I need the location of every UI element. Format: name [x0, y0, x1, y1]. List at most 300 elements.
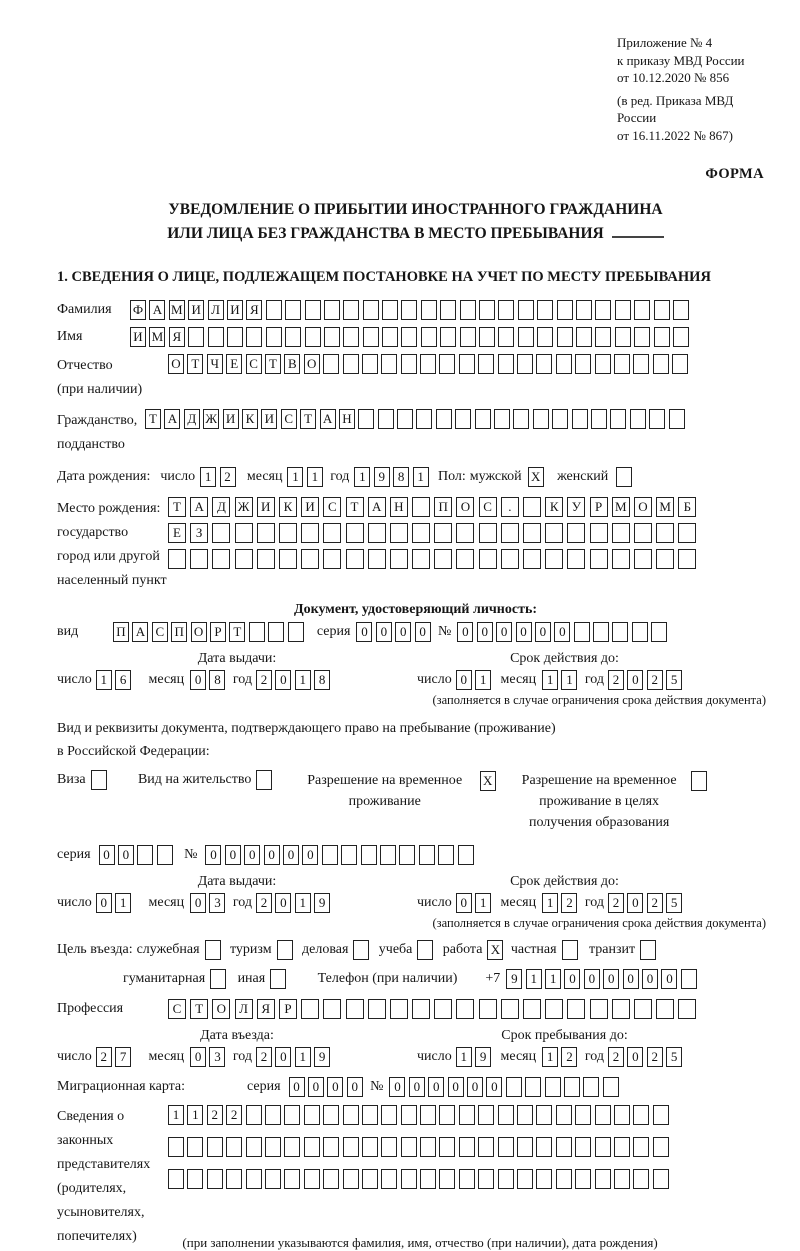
form-cell: 0	[486, 1077, 502, 1097]
purpose-tourism: туризм	[230, 940, 296, 960]
form-cell: Д	[184, 409, 200, 429]
id-valid-year	[608, 670, 686, 690]
residence-doc-intro	[57, 717, 774, 763]
year-label: год	[330, 469, 350, 485]
form-cell	[518, 327, 534, 347]
gender-label: Пол:	[437, 469, 466, 485]
form-cell: И	[301, 497, 319, 517]
form-cell	[137, 845, 153, 865]
purpose-study: учеба	[379, 940, 437, 960]
id-number-label: №	[438, 624, 452, 640]
entry-dates-row	[57, 1047, 774, 1067]
form-cell	[576, 327, 592, 347]
day-label: число	[57, 1048, 92, 1064]
gender-male-label: мужской	[469, 469, 522, 485]
form-cell	[518, 300, 534, 320]
option-visa	[57, 770, 110, 790]
form-cell	[498, 300, 514, 320]
form-cell: 0	[627, 670, 643, 690]
form-cell	[615, 327, 631, 347]
form-cell	[322, 845, 338, 865]
form-cell	[633, 354, 649, 374]
form-cell: 2	[647, 1047, 663, 1067]
form-cell	[517, 1105, 533, 1125]
form-cell	[401, 327, 417, 347]
entry-year	[256, 1047, 334, 1067]
form-cell: О	[191, 622, 207, 642]
form-cell	[498, 354, 514, 374]
form-cell: 0	[409, 1077, 425, 1097]
form-title	[57, 198, 774, 246]
form-cell: 0	[327, 1077, 343, 1097]
profession-label: Профессия	[57, 1000, 124, 1016]
form-cell: 0	[275, 893, 291, 913]
form-cell	[633, 1105, 649, 1125]
form-cell: К	[242, 409, 258, 429]
representatives-label-line6: попечителях)	[57, 1228, 137, 1244]
form-cell	[279, 523, 297, 543]
appendix-line: к приказу МВД России	[617, 52, 745, 68]
form-cell	[285, 327, 301, 347]
form-cell	[614, 1137, 630, 1157]
migration-card-label: Миграционная карта:	[57, 1078, 186, 1094]
form-cell	[412, 549, 430, 569]
form-cell	[419, 845, 435, 865]
form-cell: 1	[545, 969, 561, 989]
entry-day	[96, 1047, 135, 1067]
purpose-study-checkbox	[417, 940, 436, 960]
representatives-label	[57, 1105, 168, 1249]
form-cell	[265, 1105, 281, 1125]
form-cell: 0	[516, 622, 532, 642]
form-cell	[266, 300, 282, 320]
form-cell: 1	[475, 670, 491, 690]
form-cell: 2	[256, 893, 272, 913]
id-issue-month	[190, 670, 229, 690]
stay-until-title: Срок пребывания до:	[501, 1027, 628, 1043]
form-cell	[656, 999, 674, 1019]
form-cell	[595, 300, 611, 320]
stay-month	[542, 1047, 581, 1067]
form-cell: 1	[96, 670, 112, 690]
form-cell: Ф	[130, 300, 146, 320]
form-cell	[595, 354, 611, 374]
form-cell: П	[113, 622, 129, 642]
form-cell: А	[149, 300, 165, 320]
form-cell	[545, 523, 563, 543]
form-cell: 0	[275, 670, 291, 690]
form-cell	[382, 327, 398, 347]
form-cell: С	[323, 497, 341, 517]
form-cell	[420, 1169, 436, 1189]
form-cell: 1	[307, 467, 323, 487]
form-cell	[475, 409, 491, 429]
form-cell	[533, 409, 549, 429]
form-cell	[417, 940, 433, 960]
purpose-work: работа X	[443, 940, 507, 960]
form-cell	[420, 1105, 436, 1125]
form-title-line2-wrap	[57, 222, 774, 246]
purpose-official-checkbox	[205, 940, 224, 960]
form-cell	[368, 999, 386, 1019]
form-cell: 1	[200, 467, 216, 487]
form-cell	[212, 523, 230, 543]
form-cell	[567, 999, 585, 1019]
form-cell	[525, 1077, 541, 1097]
form-cell	[207, 1137, 223, 1157]
form-cell: 0	[661, 969, 677, 989]
form-cell: 0	[603, 969, 619, 989]
surname-label: Фамилия	[57, 302, 112, 318]
form-cell	[343, 354, 359, 374]
form-cell: 0	[225, 845, 241, 865]
form-cell	[246, 1169, 262, 1189]
form-cell: О	[212, 999, 230, 1019]
form-cell: В	[284, 354, 300, 374]
birth-year-cells	[354, 467, 432, 487]
form-cell	[285, 300, 301, 320]
form-cell	[557, 300, 573, 320]
form-cell	[517, 1137, 533, 1157]
entry-date-title: Дата въезда:	[200, 1027, 274, 1043]
form-cell: У	[567, 497, 585, 517]
field-id-document	[57, 622, 774, 642]
form-cell	[501, 549, 519, 569]
form-cell	[362, 1169, 378, 1189]
birth-place-row3	[168, 549, 701, 569]
patronymic-label-line2: (при наличии)	[57, 382, 143, 398]
id-valid-title: Срок действия до:	[510, 651, 619, 667]
form-cell	[456, 549, 474, 569]
form-cell: А	[368, 497, 386, 517]
residence-issue-title: Дата выдачи:	[197, 873, 277, 889]
form-cell	[575, 1105, 591, 1125]
form-cell	[188, 327, 204, 347]
form-cell	[305, 300, 321, 320]
form-cell: 2	[647, 893, 663, 913]
field-profession	[57, 999, 774, 1019]
form-cell	[304, 1105, 320, 1125]
form-cell	[301, 549, 319, 569]
day-label: число	[417, 894, 452, 910]
form-cell	[362, 1105, 378, 1125]
form-cell	[362, 1137, 378, 1157]
phone-cells	[506, 969, 700, 989]
form-cell	[304, 1169, 320, 1189]
form-cell	[478, 1137, 494, 1157]
form-cell	[265, 1169, 281, 1189]
purpose-other-checkbox	[270, 969, 289, 989]
field-name	[57, 327, 774, 347]
field-migration-card	[57, 1077, 774, 1097]
month-label: месяц	[500, 672, 537, 688]
form-cell	[380, 845, 396, 865]
form-cell	[246, 1105, 262, 1125]
form-cell: С	[479, 497, 497, 517]
purpose-business: деловая	[302, 940, 373, 960]
phone-prefix: +7	[485, 970, 501, 986]
form-cell	[651, 622, 667, 642]
form-cell: А	[320, 409, 336, 429]
form-cell: 1	[295, 1047, 311, 1067]
year-label: год	[584, 672, 604, 688]
form-cell: Я	[169, 327, 185, 347]
form-cell	[479, 999, 497, 1019]
id-valid-day	[456, 670, 495, 690]
form-cell: 0	[356, 622, 372, 642]
form-cell: 5	[666, 893, 682, 913]
form-cell: X	[487, 940, 503, 960]
residence-permit-label: Вид на жительство	[137, 771, 252, 787]
form-cell: 1	[456, 1047, 472, 1067]
form-cell: Т	[190, 999, 208, 1019]
form-cell	[681, 969, 697, 989]
birth-date-label: Дата рождения:	[57, 469, 151, 485]
residence-dates-headers	[57, 874, 774, 890]
form-cell	[595, 1137, 611, 1157]
form-cell: М	[612, 497, 630, 517]
form-cell	[556, 1169, 572, 1189]
form-cell	[630, 409, 646, 429]
appendix-line: от 10.12.2020 № 856	[617, 70, 730, 86]
form-cell	[501, 523, 519, 543]
birth-place-row2	[168, 523, 701, 543]
form-cell	[341, 845, 357, 865]
form-cell: И	[130, 327, 146, 347]
form-cell	[612, 622, 628, 642]
residence-valid-month	[542, 893, 581, 913]
form-cell	[576, 300, 592, 320]
form-cell	[673, 300, 689, 320]
temp-education-checkbox	[691, 771, 710, 791]
id-validity-note: (заполняется в случае ограничения срока действия документа)	[432, 693, 766, 708]
form-cell: 0	[477, 622, 493, 642]
form-cell: Ж	[203, 409, 219, 429]
form-cell: 0	[190, 1047, 206, 1067]
residence-doc-intro-line2: в Российской Федерации:	[57, 744, 210, 760]
purpose-humanitarian-checkbox	[210, 969, 229, 989]
form-cell	[343, 1105, 359, 1125]
form-cell	[649, 409, 665, 429]
form-cell	[401, 1105, 417, 1125]
patronymic-cells	[168, 354, 692, 374]
residence-number-cells	[205, 845, 476, 865]
residence-issue-year	[256, 893, 334, 913]
form-cell	[268, 622, 284, 642]
form-cell: 8	[209, 670, 225, 690]
purpose-transit: транзит	[589, 940, 660, 960]
name-cells	[130, 327, 692, 347]
form-cell	[567, 523, 585, 543]
stay-year	[608, 1047, 686, 1067]
form-cell: 0	[264, 845, 280, 865]
form-cell	[556, 354, 572, 374]
section1-heading: 1. СВЕДЕНИЯ О ЛИЦЕ, ПОДЛЕЖАЩЕМ ПОСТАНОВКЕ НА УЧЕТ ПО МЕСТУ ПРЕБЫВАНИЯ	[57, 269, 711, 286]
form-cell	[460, 327, 476, 347]
form-cell: 9	[314, 893, 330, 913]
form-cell	[226, 1137, 242, 1157]
form-cell: 2	[647, 670, 663, 690]
form-cell	[390, 523, 408, 543]
form-cell	[653, 1169, 669, 1189]
appendix-line: Приложение № 4	[617, 35, 713, 50]
residence-series-cells	[99, 845, 177, 865]
form-cell: X	[480, 771, 496, 791]
form-cell	[210, 969, 226, 989]
form-cell	[399, 845, 415, 865]
month-label: месяц	[500, 1048, 537, 1064]
form-cell	[506, 1077, 522, 1097]
form-cell	[610, 409, 626, 429]
form-cell	[249, 622, 265, 642]
form-cell	[277, 940, 293, 960]
id-series-label: серия	[316, 624, 351, 640]
form-label: ФОРМА	[705, 166, 764, 183]
form-cell	[401, 1169, 417, 1189]
form-cell: 0	[289, 1077, 305, 1097]
form-cell	[459, 1137, 475, 1157]
form-cell	[517, 1169, 533, 1189]
form-cell: А	[132, 622, 148, 642]
form-cell: 1	[295, 893, 311, 913]
form-cell	[634, 523, 652, 543]
form-cell	[265, 1137, 281, 1157]
form-cell	[478, 1169, 494, 1189]
migration-number-label: №	[370, 1078, 384, 1094]
form-cell: 9	[314, 1047, 330, 1067]
entry-month	[190, 1047, 229, 1067]
form-cell: 0	[564, 969, 580, 989]
form-cell	[323, 354, 339, 374]
form-cell	[226, 1169, 242, 1189]
form-cell	[634, 999, 652, 1019]
form-cell	[562, 940, 578, 960]
migration-number-cells	[389, 1077, 622, 1097]
form-cell	[168, 549, 186, 569]
month-label: месяц	[148, 894, 185, 910]
form-cell: 0	[376, 622, 392, 642]
form-cell	[545, 1077, 561, 1097]
form-cell	[691, 771, 707, 791]
form-cell	[583, 1077, 599, 1097]
form-cell	[343, 300, 359, 320]
form-cell	[537, 327, 553, 347]
form-cell	[593, 622, 609, 642]
form-cell: 1	[542, 670, 558, 690]
purpose-work-checkbox	[487, 940, 506, 960]
form-cell	[575, 1169, 591, 1189]
form-cell	[634, 300, 650, 320]
temp-education-label: Разрешение на временное проживание в целях получения образования	[521, 772, 677, 830]
form-cell	[390, 549, 408, 569]
form-cell: 1	[542, 893, 558, 913]
form-cell	[498, 1105, 514, 1125]
form-cell: 0	[627, 893, 643, 913]
form-cell	[633, 1169, 649, 1189]
form-cell: 0	[283, 845, 299, 865]
form-cell: И	[257, 497, 275, 517]
citizenship-cells	[145, 409, 688, 429]
form-cell	[479, 300, 495, 320]
gender-female-label: женский	[557, 469, 609, 485]
form-title-line2: ИЛИ ЛИЦА БЕЗ ГРАЖДАНСТВА В МЕСТО ПРЕБЫВАНИЯ	[167, 225, 604, 243]
form-cell: 0	[302, 845, 318, 865]
form-cell: 0	[428, 1077, 444, 1097]
edition-line: от 16.11.2022 № 867)	[617, 127, 734, 143]
form-cell	[434, 549, 452, 569]
day-label: число	[57, 672, 92, 688]
form-cell	[614, 354, 630, 374]
month-label: месяц	[148, 672, 185, 688]
form-cell: М	[169, 300, 185, 320]
form-cell	[305, 327, 321, 347]
id-dates-headers	[57, 651, 774, 667]
form-cell: 0	[456, 670, 472, 690]
form-cell	[323, 549, 341, 569]
form-cell	[434, 523, 452, 543]
form-cell	[279, 549, 297, 569]
form-cell: X	[528, 467, 544, 487]
form-cell	[633, 1137, 649, 1157]
form-cell	[420, 354, 436, 374]
representatives-label-line5: усыновителях,	[57, 1204, 145, 1220]
form-cell	[324, 327, 340, 347]
visa-label: Виза	[57, 771, 86, 787]
form-cell	[212, 549, 230, 569]
form-cell	[235, 523, 253, 543]
form-cell: 2	[256, 670, 272, 690]
form-cell: 0	[190, 893, 206, 913]
birth-place-label-line3: город или другой	[57, 549, 160, 565]
representatives-label-line1: Сведения о	[57, 1108, 125, 1124]
id-type-cells	[113, 622, 307, 642]
field-birth-place	[57, 497, 774, 593]
form-cell	[591, 409, 607, 429]
form-cell: Л	[208, 300, 224, 320]
form-cell: 1	[475, 893, 491, 913]
form-cell: Л	[235, 999, 253, 1019]
month-label: месяц	[148, 1048, 185, 1064]
form-cell: С	[152, 622, 168, 642]
residence-doc-options	[57, 770, 774, 833]
form-cell: 0	[389, 1077, 405, 1097]
form-cell	[536, 1105, 552, 1125]
citizenship-label	[57, 409, 145, 457]
form-cell	[478, 354, 494, 374]
year-label: год	[232, 672, 252, 688]
form-cell	[301, 523, 319, 543]
representatives-label-line2: законных	[57, 1132, 114, 1148]
form-cell: Я	[246, 300, 262, 320]
form-cell	[590, 549, 608, 569]
form-cell	[397, 409, 413, 429]
purpose-tourism-checkbox	[277, 940, 296, 960]
id-document-heading: Документ, удостоверяющий личность:	[293, 602, 538, 618]
form-cell: 0	[584, 969, 600, 989]
form-cell: 0	[457, 622, 473, 642]
form-cell	[595, 327, 611, 347]
form-cell: С	[281, 409, 297, 429]
form-cell	[654, 300, 670, 320]
form-cell: С	[168, 999, 186, 1019]
form-cell: 0	[467, 1077, 483, 1097]
form-cell	[412, 999, 430, 1019]
form-cell	[266, 327, 282, 347]
form-cell	[614, 1105, 630, 1125]
migration-series-label: серия	[247, 1078, 281, 1094]
form-cell	[572, 409, 588, 429]
residence-valid-title: Срок действия до:	[510, 873, 619, 889]
